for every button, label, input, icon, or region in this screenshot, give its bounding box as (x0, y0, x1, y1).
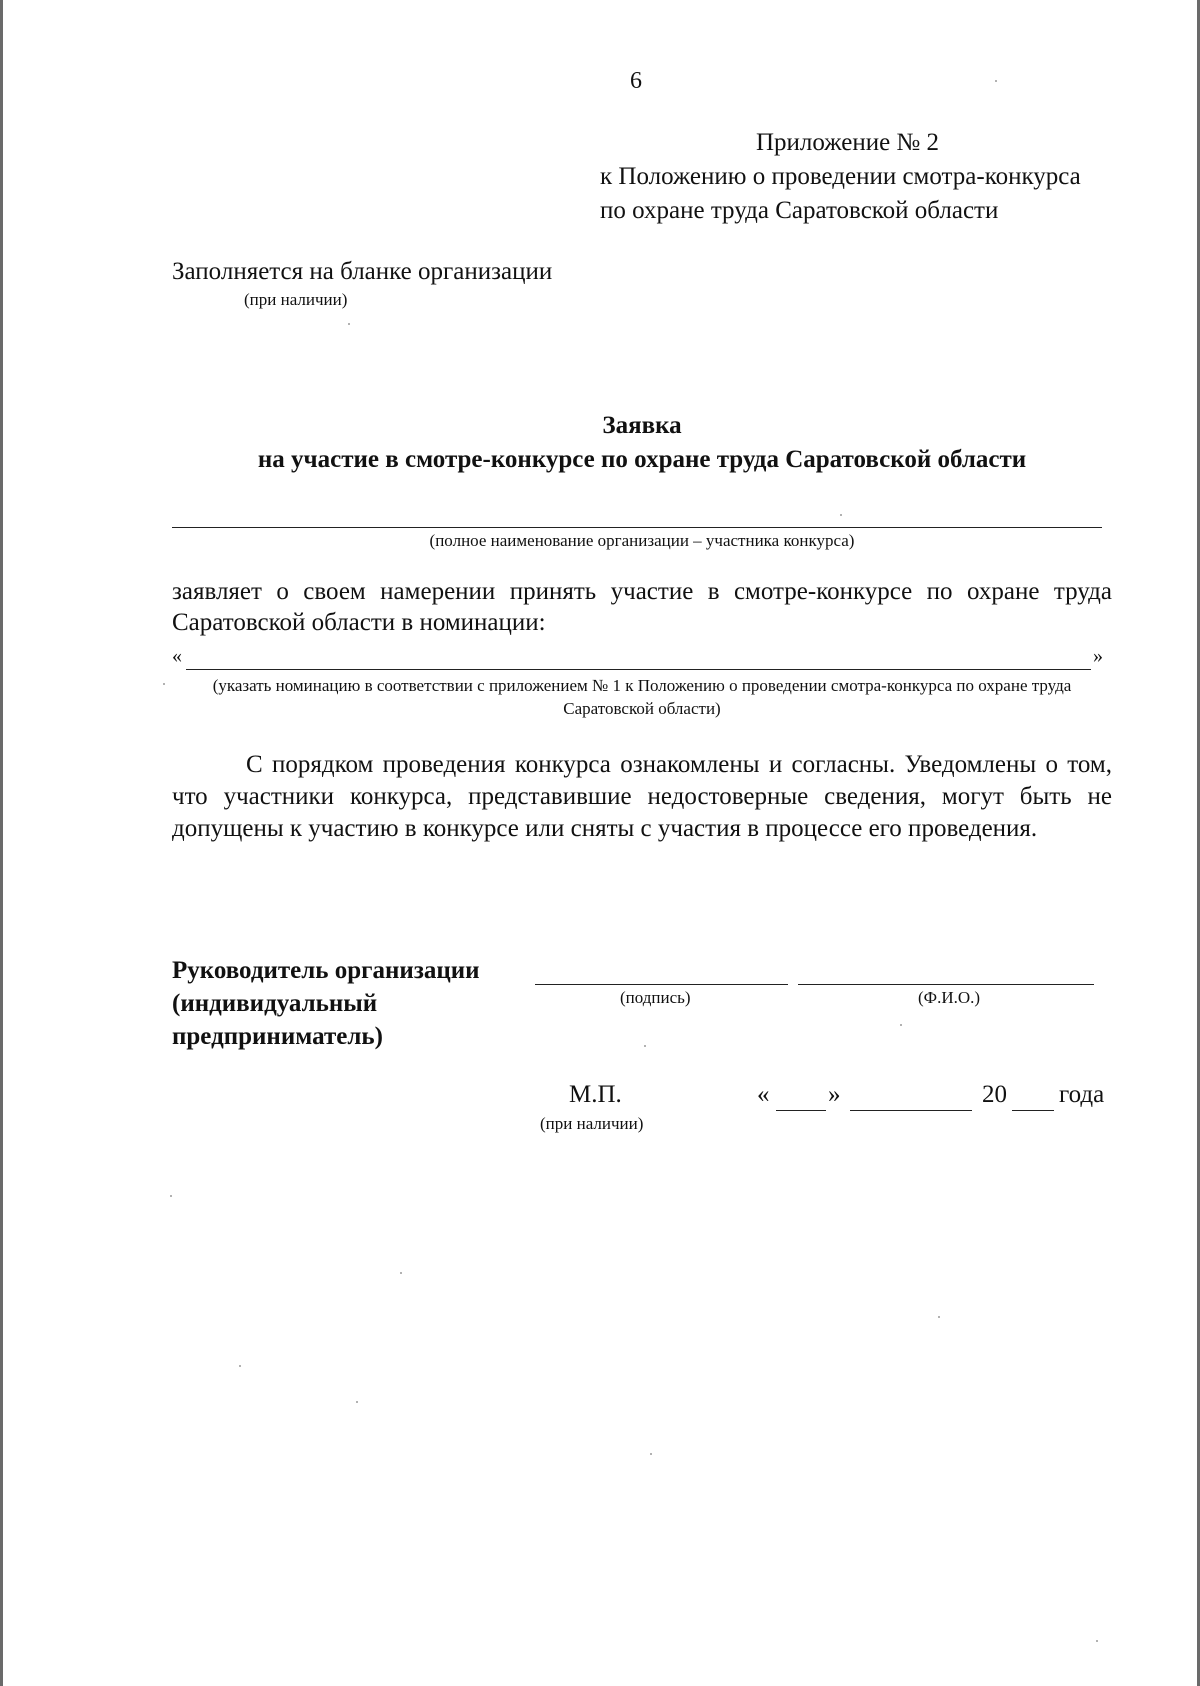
scan-speck (644, 1045, 646, 1047)
scan-speck (356, 1401, 358, 1403)
date-day-field[interactable] (776, 1110, 826, 1111)
agreement-paragraph: С порядком проведения конкурса ознакомлены и согласны. Уведомлены о том, что участники конкурса, представившие недостоверные сведения, могут быть не допущены к участию в конкурсе или сняты с участия в процессе его проведения. (172, 751, 1112, 842)
scan-speck (170, 1195, 172, 1197)
date-quote-open: « (757, 1081, 770, 1108)
date-year-word: года (1059, 1081, 1105, 1108)
nomination-caption: (указать номинацию в соответствии с приложением № 1 к Положению о проведении смотра-конкурса по охране труда Саратовской области) (212, 676, 1072, 718)
full-name-caption: (Ф.И.О.) (918, 988, 981, 1007)
scan-speck (995, 80, 997, 82)
letterhead-note: Заполняется на бланке организации (172, 258, 553, 285)
full-name-field[interactable] (798, 984, 1094, 985)
stamp-label: М.П. (569, 1081, 622, 1108)
nomination-quote-close: » (1093, 645, 1103, 667)
scan-speck (938, 1316, 940, 1318)
scan-speck (650, 1453, 652, 1455)
scan-edge-left (0, 0, 3, 1686)
date-quote-close: » (828, 1081, 841, 1108)
date-month-field[interactable] (850, 1110, 972, 1111)
scan-speck (840, 514, 842, 516)
annex-header (600, 126, 1081, 228)
document-subtitle: на участие в смотре-конкурсе по охране труда Саратовской области (257, 446, 1027, 473)
nomination-quote-open: « (172, 645, 182, 667)
statement-paragraph: заявляет о своем намерении принять участие в смотре-конкурсе по охране труда Саратовской области в номинации: (172, 578, 1112, 636)
annex-ref-line: к Положению о проведении смотра-конкурса (600, 163, 1081, 190)
page-number: 6 (630, 68, 642, 94)
date-year-field[interactable] (1012, 1110, 1054, 1111)
scan-speck (1096, 1640, 1098, 1642)
organization-name-caption: (полное наименование организации – участника конкурса) (429, 531, 855, 550)
scan-speck (400, 1272, 402, 1274)
letterhead-note-sub: (при наличии) (244, 290, 348, 309)
scan-speck (163, 683, 165, 685)
document-title: Заявка (602, 412, 682, 439)
annex-title: Приложение № 2 (756, 129, 940, 156)
stamp-caption: (при наличии) (540, 1114, 644, 1133)
signature-caption: (подпись) (620, 988, 691, 1007)
scan-speck (239, 1365, 241, 1367)
head-of-organization-label: Руководитель организации (индивидуальный предприниматель) (172, 957, 480, 1050)
signature-field[interactable] (535, 984, 788, 985)
annex-ref-line: по охране труда Саратовской области (600, 197, 999, 224)
nomination-field[interactable] (186, 669, 1091, 670)
scan-speck (348, 323, 350, 325)
date-century: 20 (982, 1081, 1007, 1108)
organization-name-field[interactable] (172, 527, 1102, 528)
scan-speck (900, 1024, 902, 1026)
